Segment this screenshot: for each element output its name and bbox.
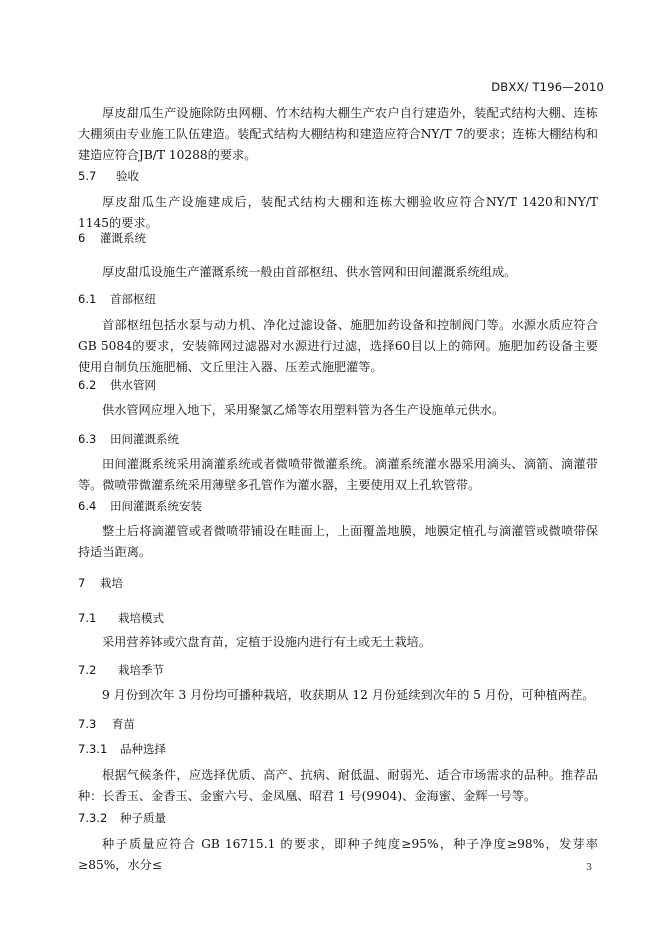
section-title: 首部枢纽: [110, 292, 156, 306]
section-number: 6.2: [78, 378, 97, 392]
paragraph-head-hub: 首部枢纽包括水泵与动力机、净化过滤设备、施肥加药设备和控制阀门等。水源水质应符合GB 5084的要求，安装筛网过滤器对水源进行过滤，选择60目以上的筛网。施肥加药设备主要使用自制负压施肥桶、文丘里注入器、压差式施肥灌等。: [78, 318, 598, 374]
section-heading-6-3: [78, 431, 179, 447]
section-title: 田间灌溉系统: [110, 432, 179, 446]
section-title: 灌溉系统: [100, 231, 146, 245]
section-heading-6-1: [78, 291, 156, 307]
document-code: DBXX/ T196—2010: [491, 80, 604, 94]
section-title: 验收: [116, 169, 139, 183]
section-heading-5-7: [78, 168, 139, 184]
section-number: 6.3: [78, 432, 97, 446]
paragraph-installation: 整土后将滴灌管或者微喷带铺设在畦面上，上面覆盖地膜，地膜定植孔与滴灌管或微喷带保持适当距离。: [78, 524, 598, 559]
paragraph-seed-quality: 种子质量应符合 GB 16715.1 的要求，即种子纯度≥95%，种子净度≥98%，发芽率≥85%，水分≤: [78, 837, 598, 872]
section-number: 7.2: [78, 663, 97, 677]
section-number: 6.1: [78, 292, 97, 306]
section-number: 6: [78, 231, 86, 245]
paragraph-variety-selection: 根据气候条件，应选择优质、高产、抗病、耐低温、耐弱光、适合市场需求的品种。推荐品种：长香玉、金香玉、金蜜六号、金凤凰、昭君 1 号(9904)、金海蜜、金辉一号等。: [78, 768, 598, 803]
section-number: 7.3.1: [78, 742, 108, 756]
section-number: 6.4: [78, 499, 97, 513]
section-heading-7: [78, 575, 123, 591]
section-number: 7.3.2: [78, 811, 108, 825]
section-heading-7-3: [78, 716, 135, 732]
section-heading-7-2: [78, 662, 164, 678]
section-title: 育苗: [112, 717, 135, 731]
paragraph-irrigation-overview: 厚皮甜瓜设施生产灌溉系统一般由首部枢纽、供水管网和田间灌溉系统组成。: [102, 265, 517, 279]
section-heading-7-1: [78, 610, 164, 626]
section-heading-6-2: [78, 377, 156, 393]
section-number: 7.1: [78, 611, 97, 625]
section-heading-6-4: [78, 498, 202, 514]
section-title: 栽培模式: [118, 611, 164, 625]
section-number: 5.7: [78, 169, 97, 183]
page-number: 3: [585, 862, 592, 873]
section-title: 品种选择: [120, 742, 166, 756]
paragraph-cultivation-season: 9 月份到次年 3 月份均可播种栽培，收获期从 12 月份延续到次年的 5 月份，可种植两茬。: [102, 688, 595, 702]
section-heading-6: [78, 230, 146, 246]
paragraph-field-irrigation: 田间灌溉系统采用滴灌系统或者微喷带微灌系统。滴灌系统灌水器采用滴头、滴箭、滴灌带等。微喷带微灌系统采用薄壁多孔管作为灌水器，主要使用双上孔软管带。: [78, 457, 598, 492]
section-heading-7-3-2: [78, 810, 166, 826]
section-title: 种子质量: [120, 811, 166, 825]
section-number: 7: [78, 576, 86, 590]
paragraph-facility-construction: 厚皮甜瓜生产设施除防虫网棚、竹木结构大棚生产农户自行建造外，装配式结构大棚、连栋大棚须由专业施工队伍建造。装配式结构大棚结构和建造应符合NY/T 7的要求；连栋大棚结构和建造应符合JB/T 10288的要求。: [78, 106, 598, 162]
section-heading-7-3-1: [78, 741, 166, 757]
section-title: 田间灌溉系统安装: [110, 499, 202, 513]
section-title: 供水管网: [110, 378, 156, 392]
paragraph-water-supply: 供水管网应埋入地下，采用聚氯乙烯等农用塑料管为各生产设施单元供水。: [102, 403, 505, 417]
section-title: 栽培季节: [118, 663, 164, 677]
paragraph-acceptance: 厚皮甜瓜生产设施建成后，装配式结构大棚和连栋大棚验收应符合NY/T 1420和NY/T 1145的要求。: [78, 195, 598, 230]
paragraph-cultivation-mode: 采用营养钵或穴盘育苗，定植于设施内进行有土或无土栽培。: [102, 635, 432, 649]
section-number: 7.3: [78, 717, 97, 731]
section-title: 栽培: [100, 576, 123, 590]
